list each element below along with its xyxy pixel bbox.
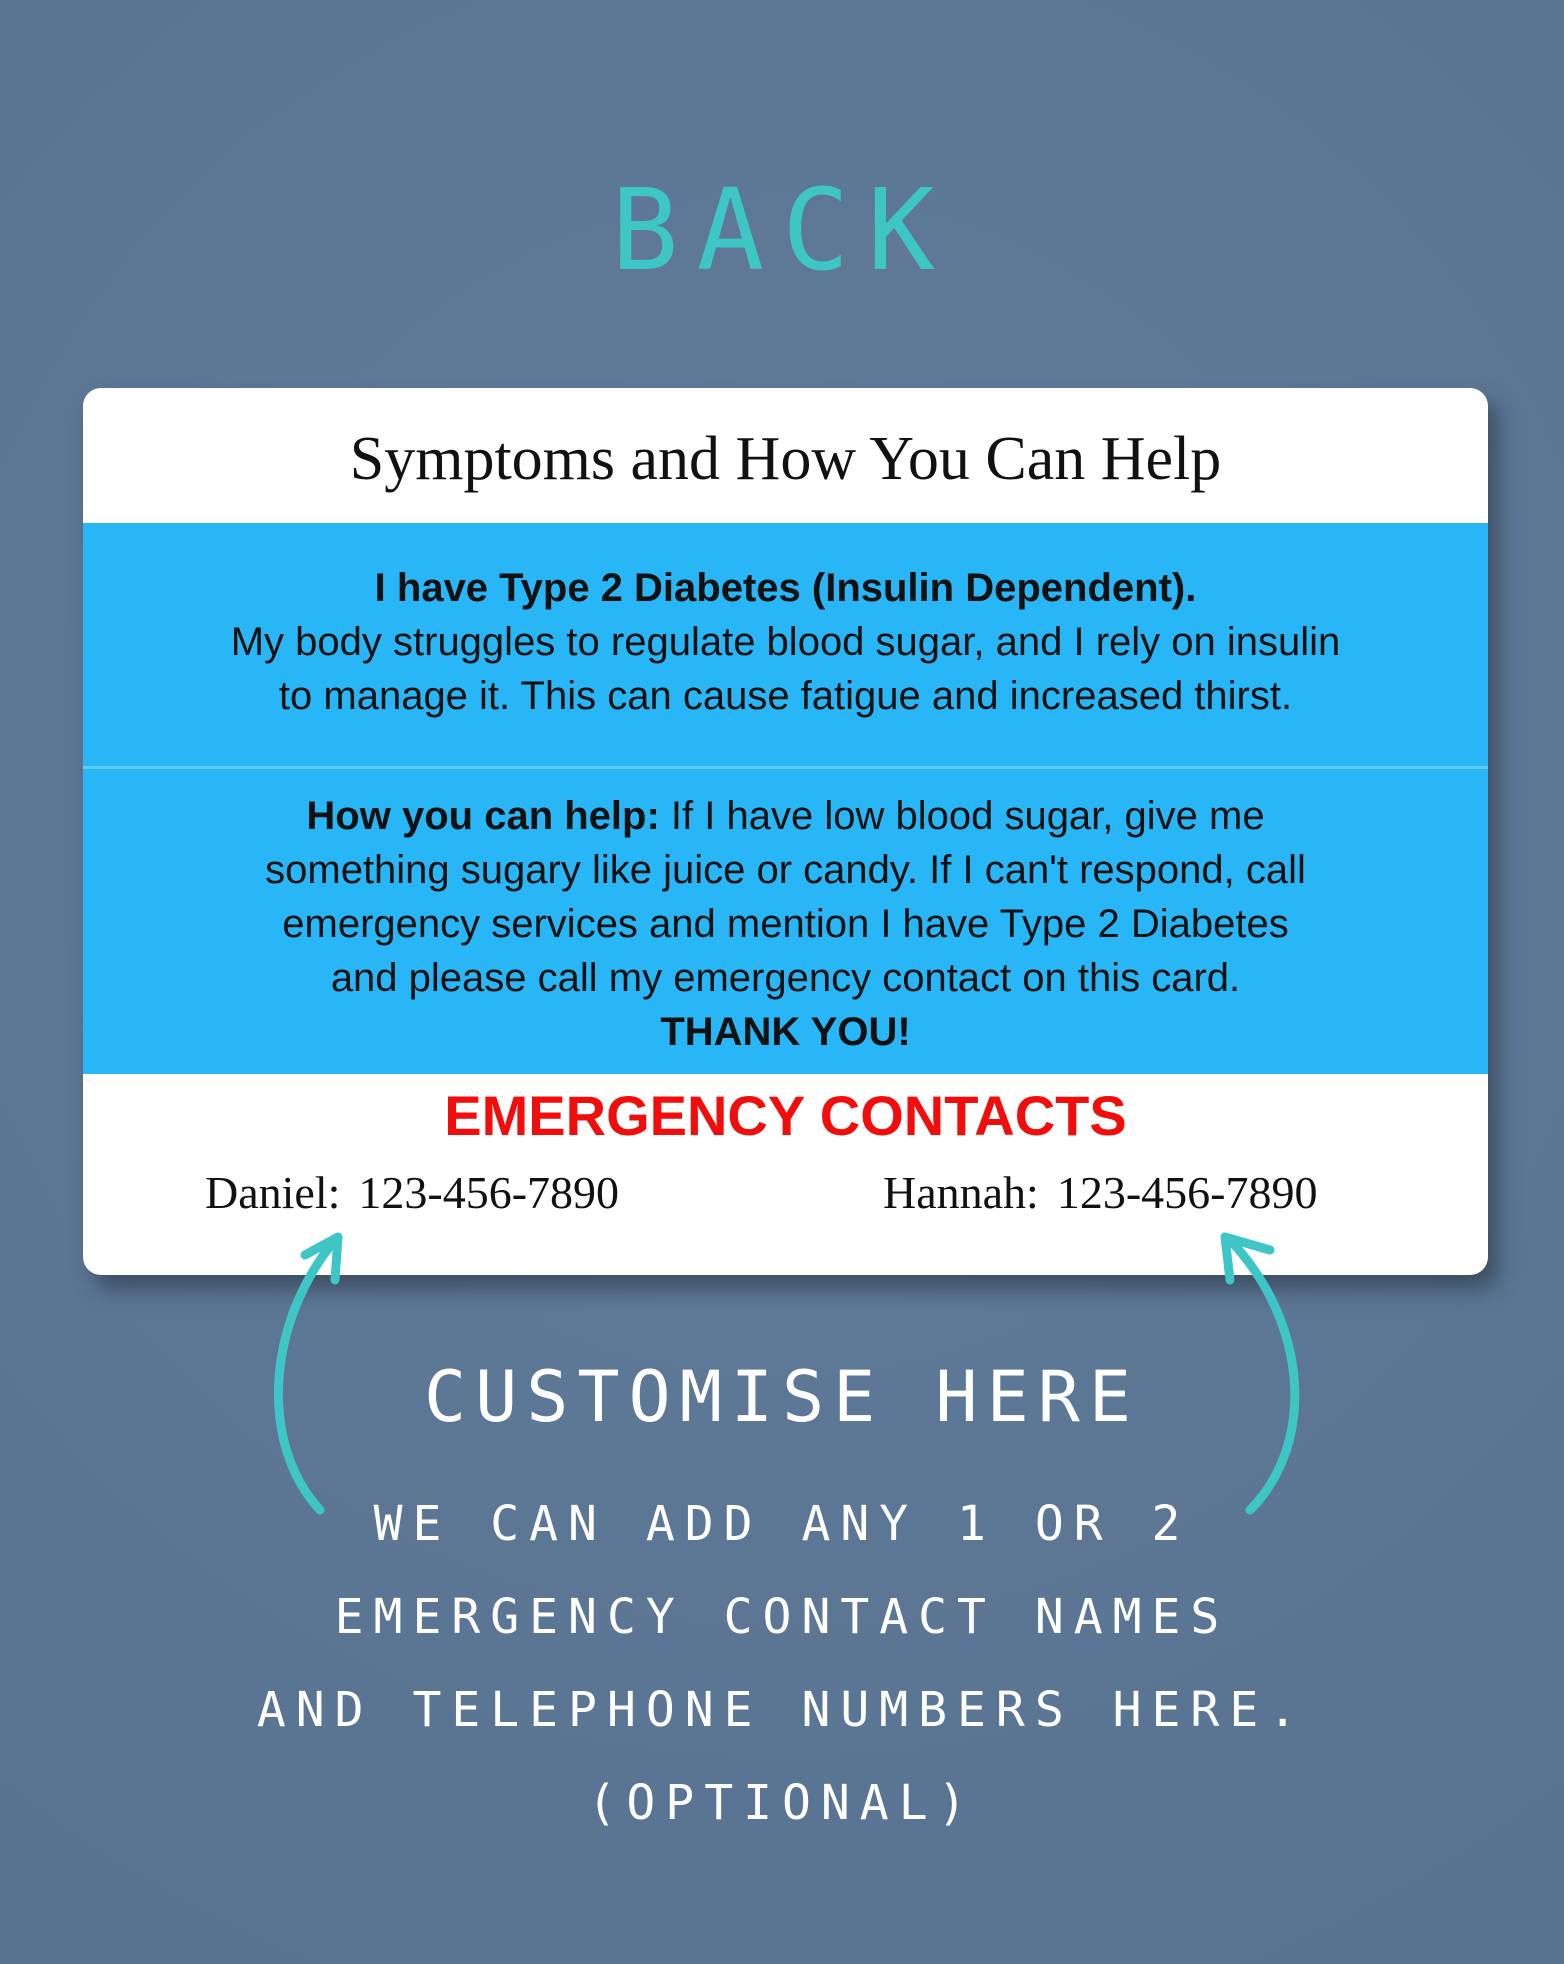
thank-you-text: THANK YOU! [660,1010,911,1054]
customise-line-1: WE CAN ADD ANY 1 OR 2 [373,1496,1191,1552]
contact-2-name: Hannah: [883,1167,1039,1218]
card-title: Symptoms and How You Can Help [349,425,1222,493]
help-line-1 [83,789,1488,843]
emergency-contacts-title: EMERGENCY CONTACTS [444,1084,1127,1147]
help-panel [83,769,1488,1074]
contact-1-phone: 123-456-7890 [358,1167,620,1218]
emergency-contact-1 [205,1167,620,1218]
condition-headline: I have Type 2 Diabetes (Insulin Dependent). [374,566,1197,610]
help-line-4: and please call my emergency contact on this card. [330,956,1241,1000]
customise-line-2: EMERGENCY CONTACT NAMES [334,1589,1230,1645]
condition-line-1: My body struggles to regulate blood sugar, and I rely on insulin [230,620,1341,664]
customise-info [0,1478,1564,1850]
customise-line-4: (OPTIONAL) [587,1775,977,1831]
customise-line-3: AND TELEPHONE NUMBERS HERE. [256,1682,1308,1738]
customise-title: CUSTOMISE HERE [423,1356,1140,1438]
condition-line-2: to manage it. This can cause fatigue and increased thirst. [278,674,1293,718]
emergency-contact-2 [883,1167,1318,1218]
help-line-1-text: If I have low blood sugar, give me [670,794,1265,838]
medical-card [83,388,1488,1275]
help-line-3: emergency services and mention I have Type 2 Diabetes [282,902,1289,946]
contact-1-name: Daniel: [205,1167,341,1218]
page-heading: BACK [611,166,953,296]
help-line-2: something sugary like juice or candy. If I can't respond, call [265,848,1306,892]
help-label: How you can help: [306,794,660,838]
contact-2-phone: 123-456-7890 [1056,1167,1318,1218]
condition-panel [83,523,1488,766]
